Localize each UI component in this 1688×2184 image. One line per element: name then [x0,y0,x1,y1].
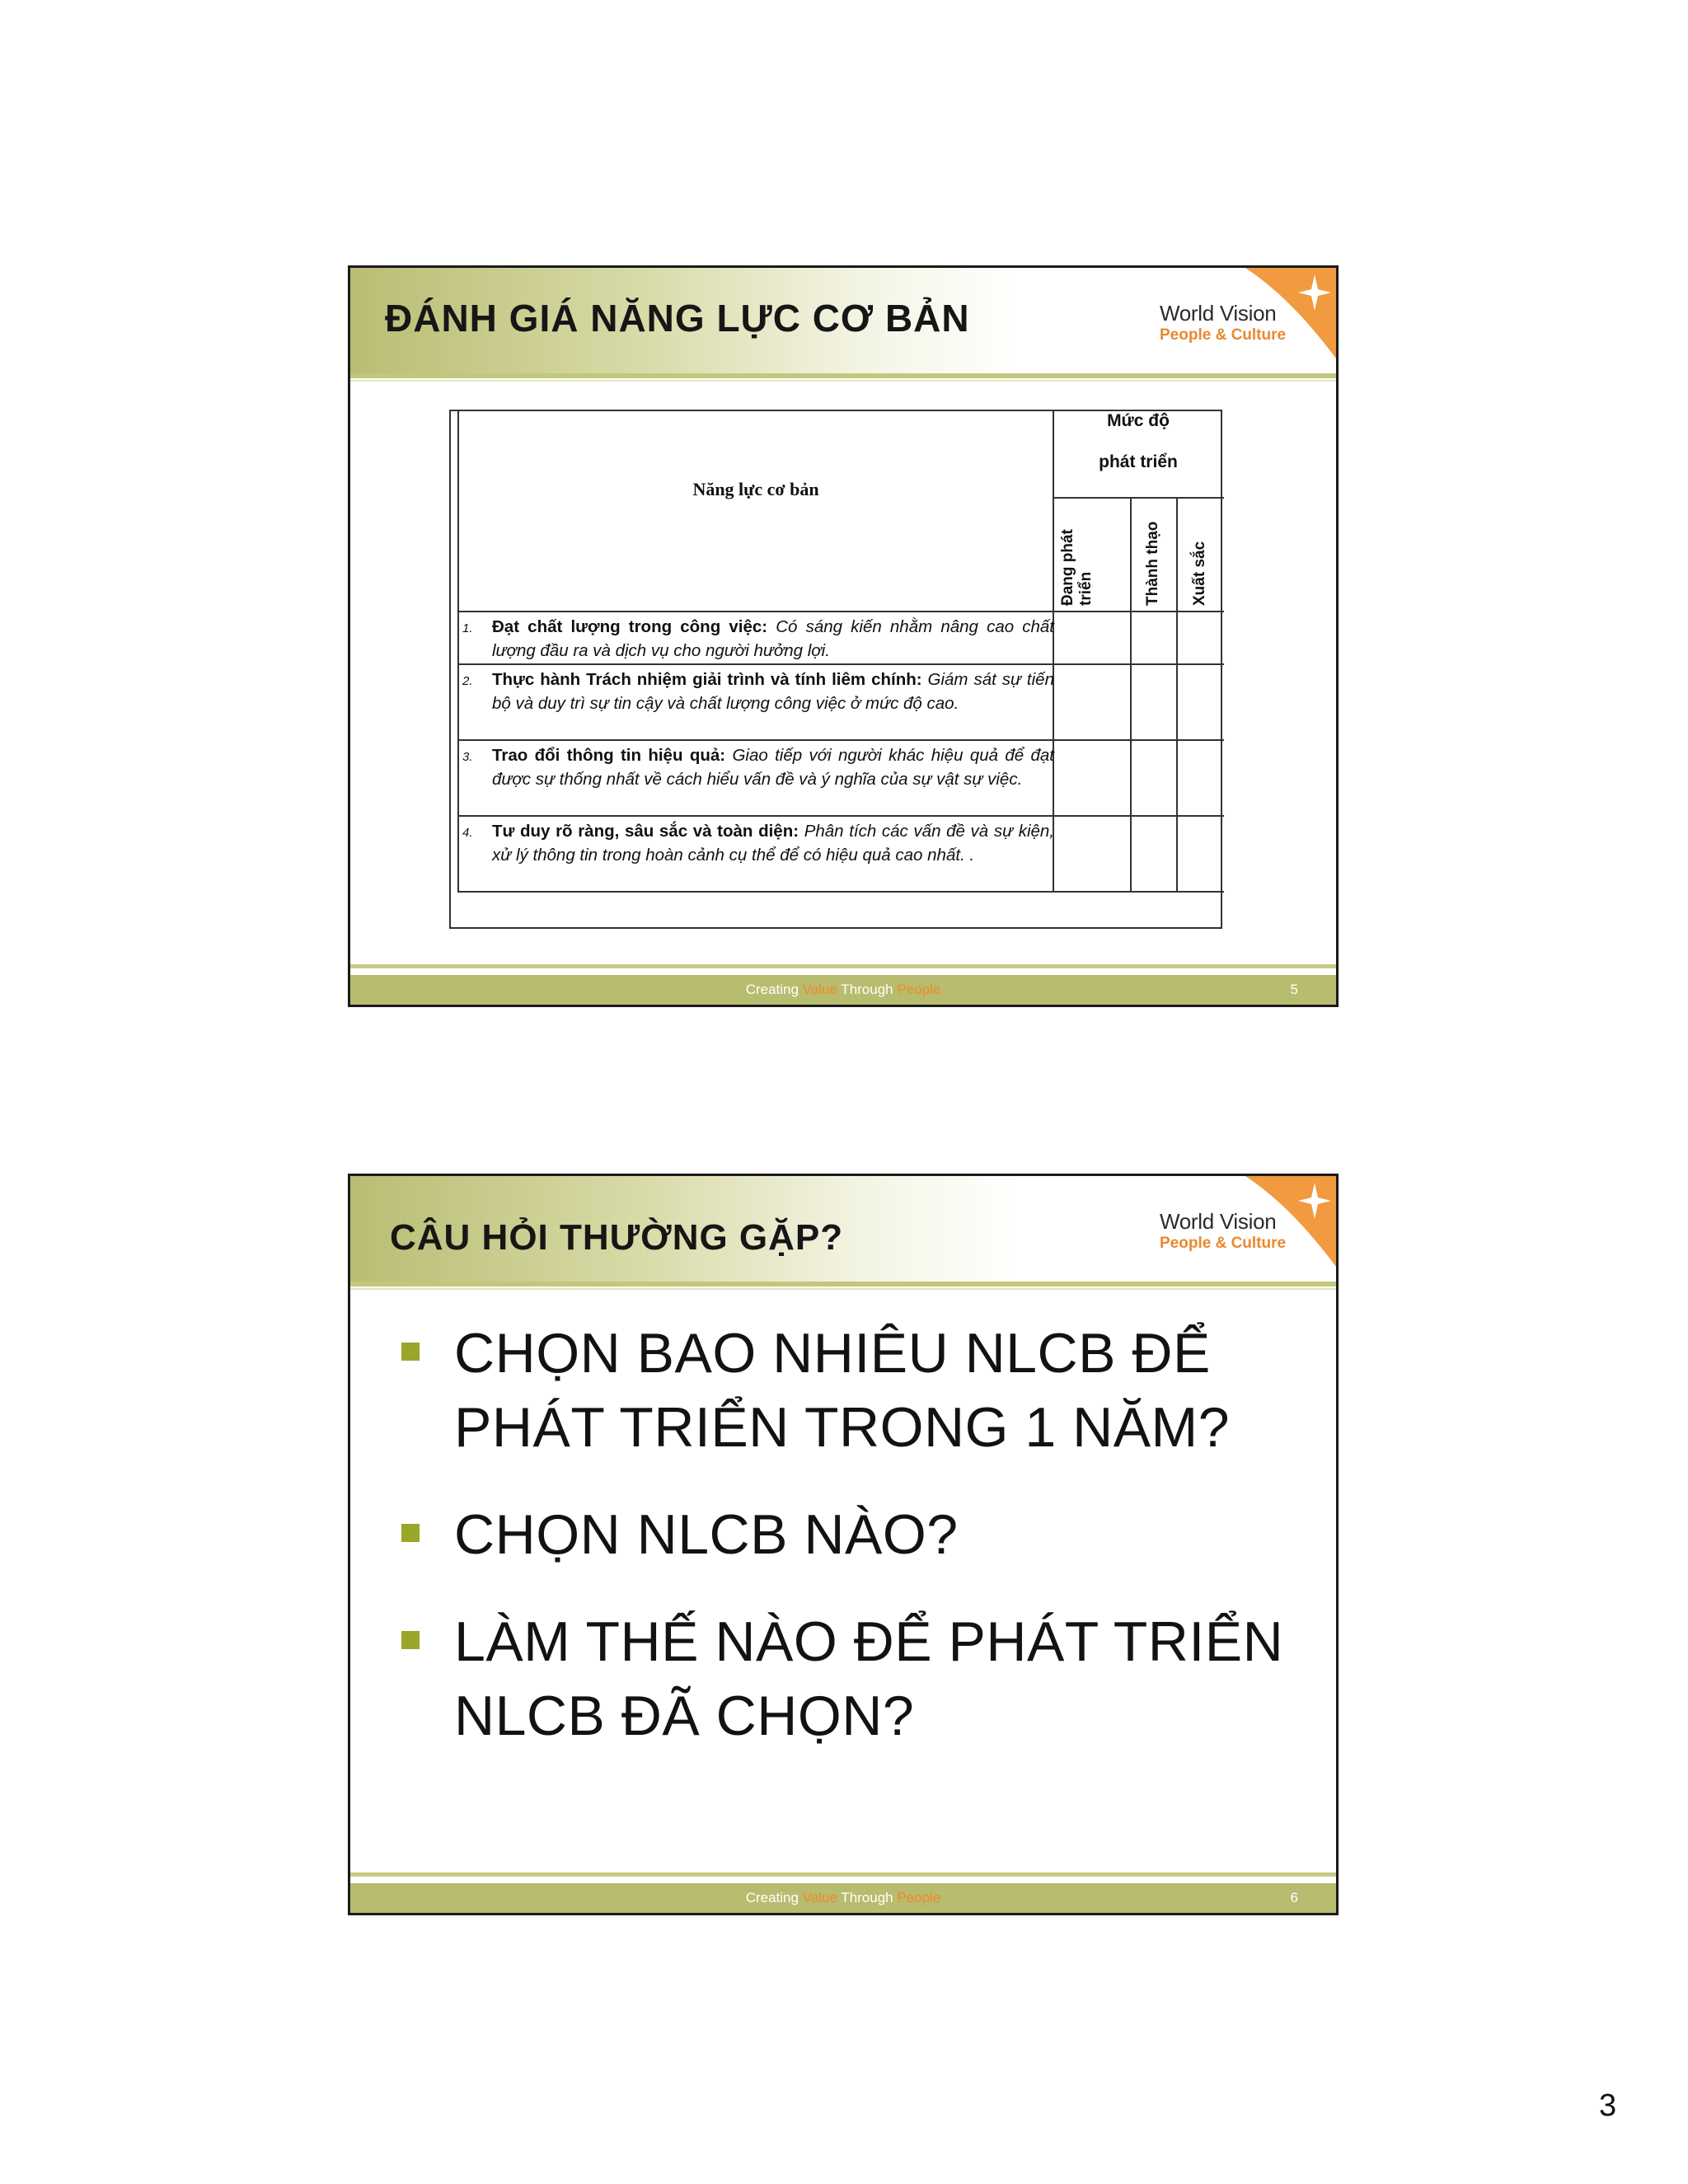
logo-subtitle: People & Culture [1160,1235,1287,1252]
bullet-text: CHỌN BAO NHIÊU NLCB ĐỂ PHÁT TRIỂN TRONG 1 NĂM? [454,1322,1231,1459]
logo-subtitle: People & Culture [1160,326,1287,344]
bullet-square-icon [401,1524,420,1542]
slide-number: 6 [1290,1890,1298,1905]
bullet-item [401,1316,1292,1465]
level-column-developing: Đang phát triển [1059,529,1095,606]
bullet-text: CHỌN NLCB NÀO? [454,1503,959,1566]
header-divider-thin [350,380,1336,382]
footer-tagline: Creating Value Through People [745,1890,941,1905]
header-divider [350,1282,1336,1286]
bullet-square-icon [401,1631,420,1649]
level-column-excellent: Xuất sắc [1191,541,1208,606]
slide-footer [350,975,1336,1005]
bullet-item [401,1605,1292,1753]
footer-divider [350,1872,1336,1877]
slide-footer [350,1883,1336,1913]
table-row: 3. Trao đổi thông tin hiệu quả: Giao tiếp với người khác hiệu quả để đạt được sự thống nhất về cách hiểu vấn đề và ý nghĩa của sự vật sự việc. [462,746,1054,789]
page-number: 3 [1599,2088,1617,2123]
table-header-competency: Năng lực cơ bản [692,479,819,499]
footer-tagline: Creating Value Through People [745,982,941,997]
table-row: 2. Thực hành Trách nhiệm giải trình và tính liêm chính: Giám sát sự tiến bộ và duy trì sự tin cậy và chất lượng công việc ở mức độ cao. [462,670,1054,713]
table-header-level-line2: phát triển [1099,452,1178,471]
table-row: 1. Đạt chất lượng trong công việc: Có sáng kiến nhằm nâng cao chất lượng đầu ra và dịch vụ cho người hưởng lợi. [462,617,1054,660]
header-divider-thin [350,1288,1336,1290]
table-row: 4. Tư duy rõ ràng, sâu sắc và toàn diện: Phân tích các vấn đề và sự kiện, xử lý thông tin trong hoàn cảnh cụ thể để có hiệu quả cao nhất. . [462,822,1054,865]
world-vision-logo [1160,1209,1325,1254]
slide-title: ĐÁNH GIÁ NĂNG LỰC CƠ BẢN [385,297,970,340]
bullet-square-icon [401,1343,420,1361]
bullet-list [401,1316,1292,1786]
logo-name: World Vision [1160,301,1277,326]
logo-name: World Vision [1160,1209,1277,1234]
competency-table [449,410,1222,929]
slide-competency-assessment [348,265,1339,1007]
slide-title: CÂU HỎI THƯỜNG GẶP? [390,1217,844,1258]
world-vision-logo [1160,301,1325,345]
footer-divider [350,964,1336,968]
header-divider [350,373,1336,378]
bullet-item [401,1497,1292,1572]
table-header-level-line1: Mức độ [1107,411,1170,430]
slide-faq [348,1174,1339,1915]
bullet-text: LÀM THẾ NÀO ĐỂ PHÁT TRIỂN NLCB ĐÃ CHỌN? [454,1610,1284,1747]
slide-number: 5 [1290,982,1298,997]
level-column-proficient: Thành thạo [1144,521,1161,606]
